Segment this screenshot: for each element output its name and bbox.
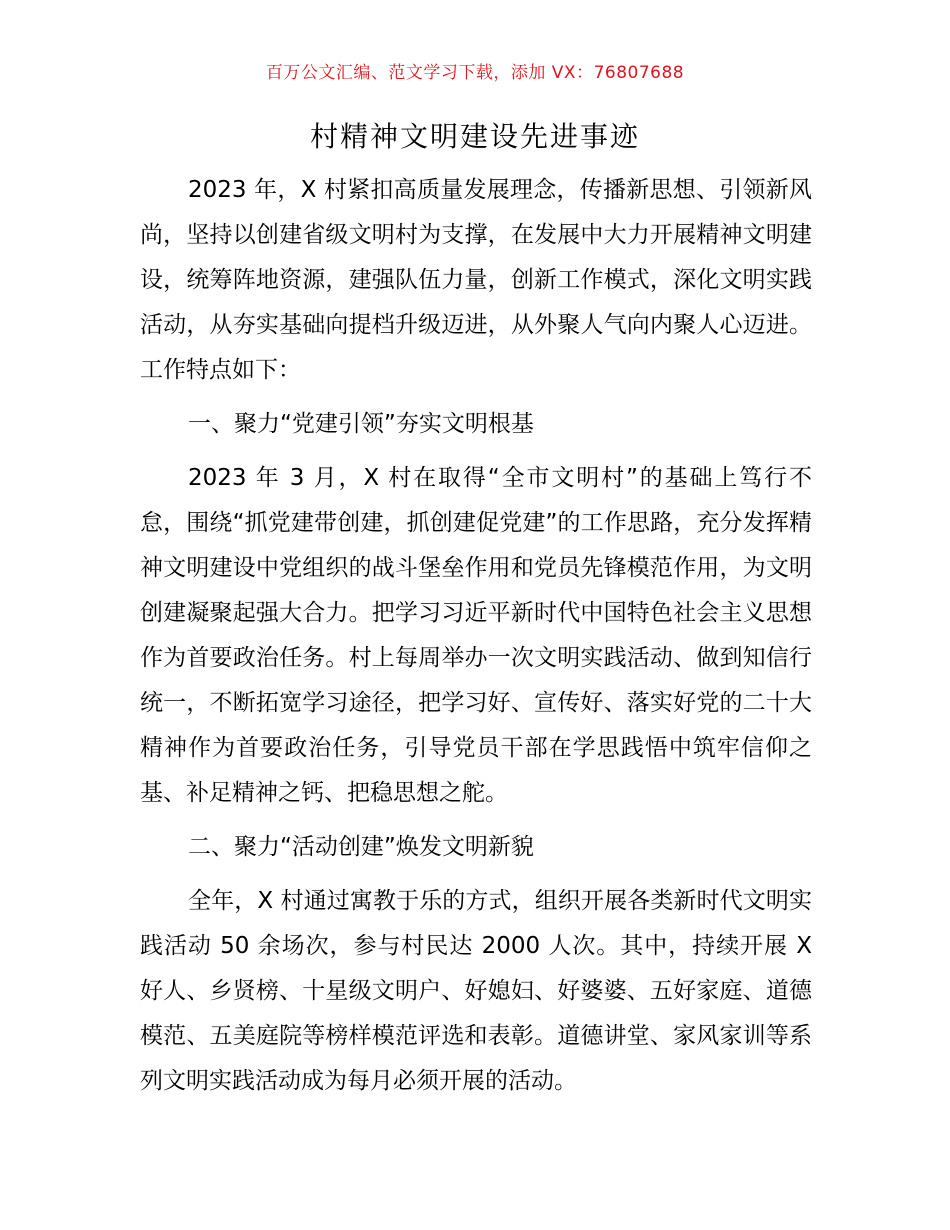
intro-paragraph: 2023 年，X 村紧扣高质量发展理念，传播新思想、引领新风尚，坚持以创建省级文明村为支撑，在发展中大力开展精神文明建设，统筹阵地资源，建强队伍力量，创新工作模式，深化文明实践活动，从夯实基础向提档升级迈进，从外聚人气向内聚人心迈进。工作特点如下： [140,177,812,383]
header-watermark-note: 百万公文汇编、范文学习下载，添加 VX：76807688 [265,63,685,83]
section-1-paragraph: 2023 年 3 月，X 村在取得“全市文明村”的基础上笃行不怠，围绕“抓党建带创建，抓创建促党建”的工作思路，充分发挥精神文明建设中党组织的战斗堡垒作用和党员先锋模范作用，为文明创建凝聚起强大合力。把学习习近平新时代中国特色社会主义思想作为首要政治任务。村上每周举办一次文明实践活动、做到知信行统一，不断拓宽学习途径，把学习好、宣传好、落实好党的二十大精神作为首要政治任务，引导党员干部在学思践悟中筑牢信仰之基、补足精神之钙、把稳思想之舵。 [140,465,812,806]
document-title: 村精神文明建设先进事迹 [309,120,640,153]
section-2-paragraph: 全年，X 村通过寓教于乐的方式，组织开展各类新时代文明实践活动 50 余场次，参与村民达 2000 人次。其中，持续开展 X 好人、乡贤榜、十星级文明户、好媳妇、好婆婆、五好家庭、道德模范、五美庭院等榜样模范评选和表彰。道德讲堂、家风家训等系列文明实践活动成为每月必须开展的活动。 [140,888,812,1094]
document-body [140,168,812,1104]
section-2-heading: 二、聚力“活动创建”焕发文明新貌 [188,834,534,860]
section-1-heading: 一、聚力“党建引领”夯实文明根基 [188,411,534,437]
